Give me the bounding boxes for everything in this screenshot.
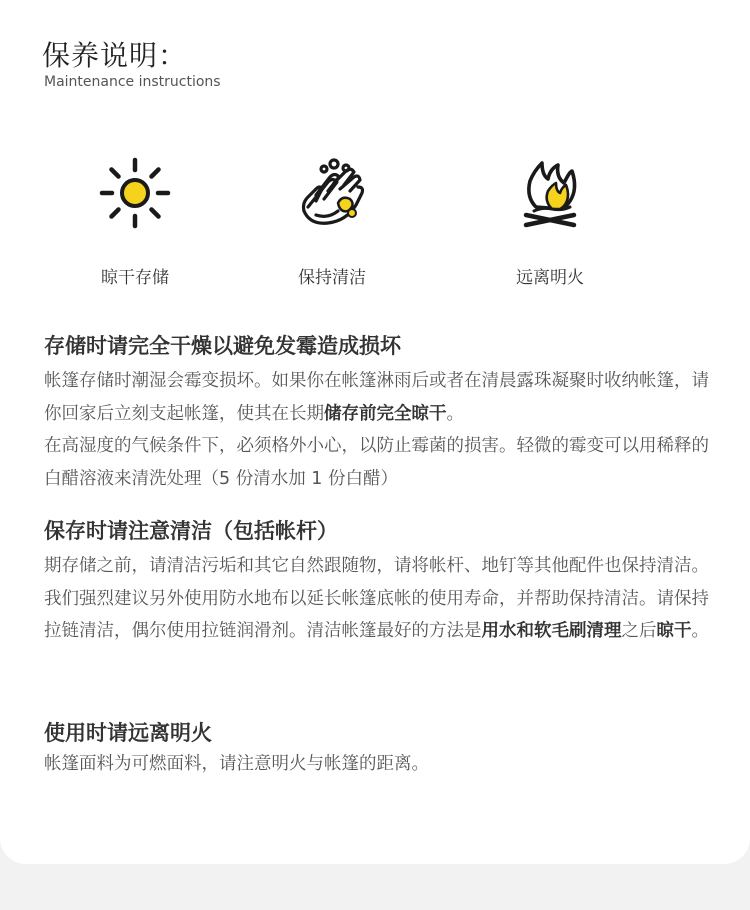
page-subtitle: Maintenance instructions <box>44 74 221 90</box>
paragraph-text: 之后 <box>621 621 657 641</box>
paragraph-text: 帐篷存储时潮湿会霉变损坏。如果你在帐篷淋雨后或者在清晨露珠凝聚时收纳帐篷，请你回家后立刻支起帐篷，使其在长期 <box>44 371 709 424</box>
feature-keep-clean <box>242 155 422 288</box>
feature-label: 晾干存储 <box>101 268 169 288</box>
feature-away-from-fire <box>460 155 640 288</box>
section-fire-safety <box>44 718 714 781</box>
paragraph-text: 。 <box>446 403 464 424</box>
feature-label: 保持清洁 <box>298 268 366 288</box>
feature-label: 远离明火 <box>516 268 584 288</box>
section-paragraph <box>44 550 714 648</box>
section-heading: 保存时请注意清洁（包括帐杆） <box>44 519 338 543</box>
paragraph-emphasis: 储存前完全晾干 <box>324 403 447 424</box>
section-heading: 使用时请远离明火 <box>44 721 212 745</box>
section-keep-clean <box>44 516 714 648</box>
paragraph-emphasis: 晾干 <box>656 621 692 641</box>
paragraph-emphasis: 用水和软毛刷清理 <box>481 621 622 641</box>
section-paragraph: 在高湿度的气候条件下，必须格外小心，以防止霉菌的损害。轻微的霉变可以用稀释的白醋溶液来清洗处理（5 份清水加 1 份白醋） <box>44 436 709 489</box>
section-paragraph <box>44 365 714 430</box>
section-dry-storage <box>44 331 714 495</box>
section-heading: 存储时请完全干燥以避免发霉造成损坏 <box>44 334 401 358</box>
sun-icon <box>97 155 173 231</box>
paragraph-text: 。 <box>691 621 709 641</box>
section-paragraph: 帐篷面料为可燃面料，请注意明火与帐篷的距离。 <box>44 754 429 774</box>
page-title: 保养说明： <box>42 39 188 72</box>
paragraph-text: 期存储之前，请清洁污垢和其它自然跟随物，请将帐杆、地钉等其他配件也保持清洁。我们强烈建议另外使用防水地布以延长帐篷底帐的使用寿命，并帮助保持清洁。请保持拉链清洁，偶尔使用拉链润滑剂。清洁帐篷最好的方法是 <box>44 556 709 641</box>
hand-washing-icon <box>294 155 370 231</box>
campfire-icon <box>512 155 588 231</box>
feature-dry-storage <box>45 155 225 288</box>
